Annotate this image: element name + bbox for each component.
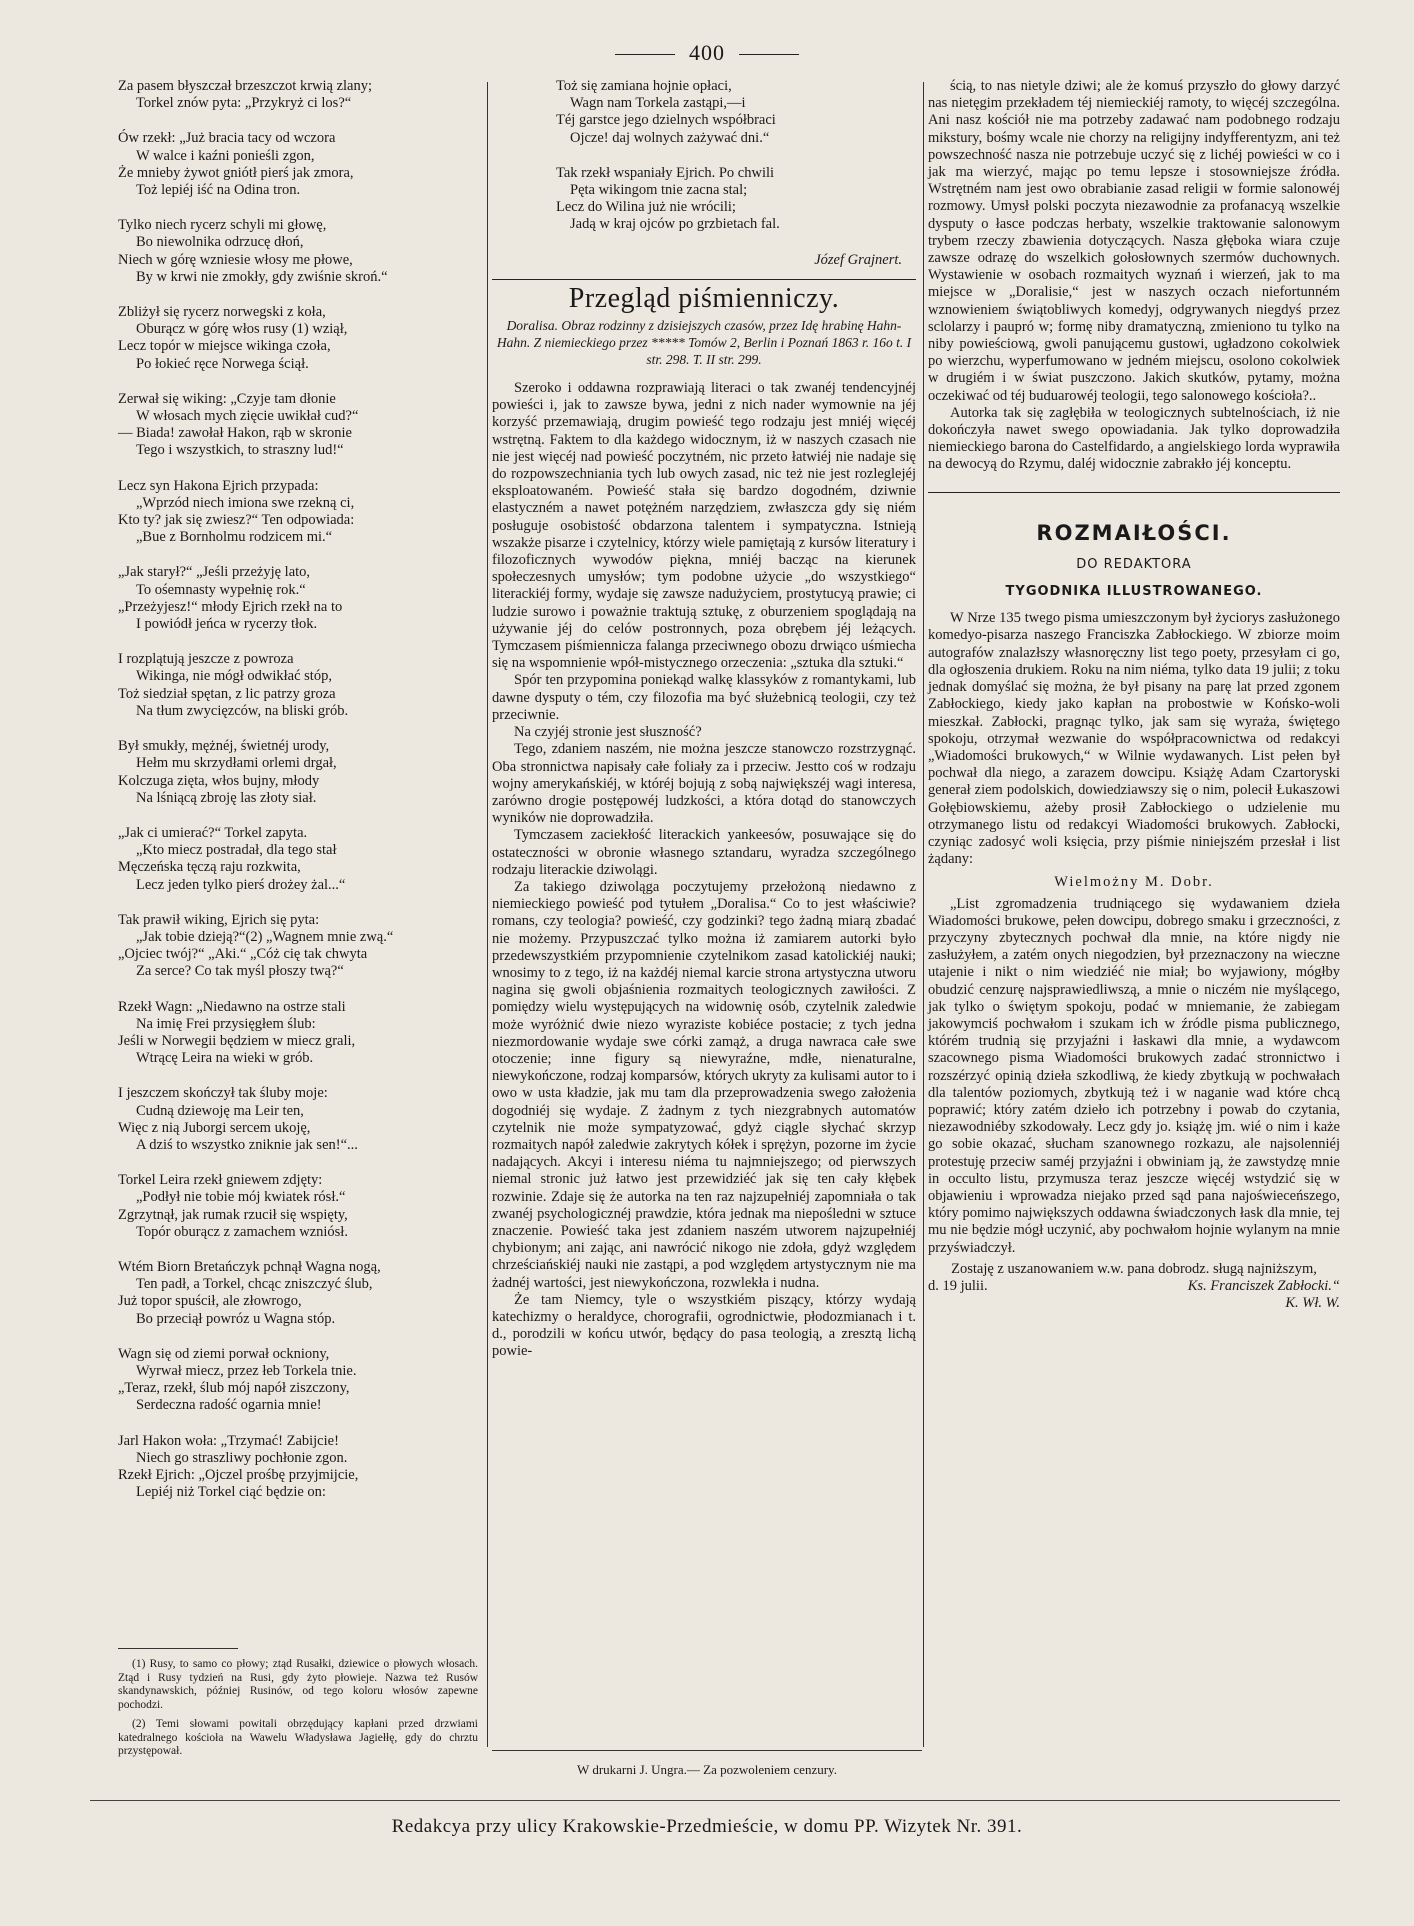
verse-line: Toż się zamiana hojnie opłaci, (556, 78, 732, 94)
page-number: 400 (0, 40, 1414, 66)
stanza (492, 165, 916, 234)
verse-line: Téj garstce jego dzielnych współbraci (556, 112, 776, 129)
verse-line: „Kto miecz postradał, dla tego stał (136, 842, 337, 859)
verse-line: Torkel znów pyta: „Przykryż ci los?“ (136, 95, 352, 112)
footer-address: Redakcya przy ulicy Krakowskie-Przedmieście, w domu PP. Wizytek Nr. 391. (391, 1816, 1023, 1837)
verse-line: Na imię Frei przysięgłem ślub: (136, 1015, 316, 1032)
stanza (118, 912, 478, 981)
column-divider-1 (487, 82, 488, 1747)
verse-line: Jadą w kraj ojców po grzbietach fal. (570, 216, 780, 233)
poem-column (118, 78, 478, 1519)
verse-line: Kolczuga zięta, włos bujny, młody (118, 772, 320, 789)
verse-line: Kto ty? jak się zwiesz?“ Ten odpowiada: (118, 512, 355, 529)
stanza (118, 478, 478, 547)
verse-line: Lecz jeden tylko pierś drożey żal...“ (136, 876, 346, 893)
paragraph: Szeroko i oddawna rozprawiają literaci o tak zwanéj tendencyjnéj powieści i, jak to zawsze bywa, jedni z nich nader wymownie na jéj korzyść przemawiają, drugim powieść tego rodzaju jest mniéj więcéj wstrętną. Faktem to dla każdego widocznym, iż w naszych czasach nie nie jest więcéj nad powieść poczytném, nic przeto łatwiéj nie nadaje się do rozpowszechniania tych lub owych zasad, nic też nie jest rozleglejéj eksploatowaném. Powieść stała się bardzo dogodném, dziwnie elastyczném a nawet potężném narzędziem, zwłaszcza gdy się niém posługuje osobistość obdarzona talentem i sympatyczna. Istnieją wszakże pisarze i czytelnicy, którzy wiele pamiętają z kursów literatury i filozoficznych wywodów piękna, mniéj bacząc na kierunek społeczesnych umysłów; tym podobne użycie „do wszystkiego“ literackiéj formy, wydaje się zawsze nadużyciem, prostytucyą prawie; ci ludzie surowo i poważnie traktują sztukę, z oburzeniem spoglądają na używanie jéj do celów postronnych, poza obrębem jéj leżących. Tymczasem piśmiennicza falanga przeciwnego obozu drwiąco uśmiecha się na wspomnienie wpół-mistycznego orzeczenia: „sztuka dla sztuki.“ (492, 380, 916, 672)
verse-line: „Przeżyjesz!“ młody Ejrich rzekł na to (118, 598, 343, 615)
verse-line: A dziś to wszystko zniknie jak sen!“... (136, 1136, 358, 1153)
section-rule-2 (928, 492, 1340, 493)
verse-line: W walce i kaźni ponieśli zgon, (136, 147, 315, 164)
verse-line: Jarl Hakon woła: „Trzymać! Zabijcie! (118, 1432, 339, 1449)
verse-line: Na tłum zwycięzców, na bliski grób. (136, 702, 349, 719)
poem-author: Józef Grajnert. (814, 251, 902, 268)
verse-line: I powiódł jeńca w rycerzy tłok. (136, 616, 318, 633)
verse-line: Był smukły, mężnéj, świetnéj urody, (118, 738, 330, 755)
verse-line: Bo przeciął powróz u Wagna stóp. (136, 1310, 336, 1327)
paragraph: ścią, to nas nietyle dziwi; ale że komuś przyszło do głowy darzyć nas nietęgim przekładem téj niemieckiéj ramoty, to więcéj szczególna. Ani nasz kościół nie ma potrzeby zadawać nam podobnego rodzaju mikstury, bośmy wcale nie chorzy na religijny indyfferentyzm, ani też powszechność nasza nie potrzebuje uczyć się z lichéj powieści w co i jak ma wierzyć, mając po temu lepsze i stosowniejsze źródła. Wstrętném nam jest owo obrabianie zasad religii w formie salonowéj rozmowy. Umysł polski poczyta niezawodnie za profanacyą wszelkie dysputy o łasce podczas herbaty, wszelkie traktowanie salonowym trybem rzeczy zbawienia dotyczących. Nasza głęboka wiara czuje zawsze odrazę do wszelkich gołosłownych szermów duchownych. Wystawienie w osobach rozmaitych wyznań i wierzeń, jak to ma miejsce w „Doralisie,“ jest w naszych oczach niefortunném wznowieniem świątobliwych komedyj, odgrywanych niegdyś przez sclolarzy i paupró w; formę niby dramatyczną, zmieniono tu tylko na niby powieściową, gwoli panującemu gustowi, ugładzono cokolwiek po wierzchu, wyperfumowano w jedném miejscu, osolono cokolwiek w drugiém i w świat puszczono. Jakich skutków, pytamy, można oczekiwać od téj buduarowéj teologii, tego salonowego kościoła?.. (928, 78, 1340, 404)
verse-line: Jeśli w Norwegii będziem w miecz grali, (118, 1032, 356, 1049)
paragraph: Na czyjéj stronie jest słuszność? (514, 724, 702, 741)
verse-line: Ten padł, a Torkel, chcąc zniszczyć ślub, (136, 1276, 373, 1293)
verse-line: „Teraz, rzekł, ślub mój napół ziszczony, (118, 1380, 350, 1397)
stanza (118, 1346, 478, 1415)
verse-line: Wikinga, nie mógł odwikłać stóp, (136, 668, 332, 685)
verse-line: Zerwał się wiking: „Czyje tam dłonie (118, 390, 336, 407)
addressee-line-2: TYGODNIKA ILLUSTROWANEGO. (1005, 584, 1263, 600)
stanza (118, 564, 478, 633)
verse-line: Lepiéj niż Torkel ciąć będzie on: (136, 1484, 326, 1501)
stanza (492, 78, 916, 147)
stanza (118, 1085, 478, 1154)
review-body (492, 380, 916, 1361)
verse-line: Wagn nam Torkela zastąpi,—i (570, 95, 746, 112)
column-divider-2 (923, 82, 924, 1747)
paragraph: Tego, zdaniem naszém, nie można jeszcze stanowczo rozstrzygnąć. Oba stronnictwa napisały całe foliały za i przeciw. Jestto coś w rodzaju wojny amerykańskiéj, w któréj bojują z sobą największéj wagi interesa, zarówno drogie postępowéj ludzkości, a która dotąd do stanowczych wyników nie doprowadziła. (492, 741, 916, 827)
stanza (118, 391, 478, 460)
verse-line: „Ojciec twój?“ „Aki.“ „Cóż cię tak chwyta (118, 946, 368, 963)
stanza (118, 999, 478, 1068)
verse-line: Wtrącę Leira na wieki w grób. (136, 1050, 314, 1067)
verse-line: Lecz do Wilina już nie wrócili; (556, 199, 736, 216)
verse-line: Ojcze! daj wolnych zażywać dni.“ (570, 129, 770, 146)
verse-line: Topór oburącz z zamachem wzniósł. (136, 1223, 348, 1240)
verse-line: Toż lepiéj iść na Odina tron. (136, 182, 301, 199)
verse-line: Ów rzekł: „Już bracia tacy od wczora (118, 130, 336, 147)
footnote-2: (2) Temi słowami powitali obrzędujący kapłani przed drzwiami katedralnego kościoła na Wawelu Władysława Jagiełłę, gdy do chrztu przystępował. (118, 1718, 478, 1757)
verse-line: Tego i wszystkich, to straszny lud!“ (136, 442, 344, 459)
right-column (928, 78, 1340, 1312)
stanza (118, 738, 478, 807)
verse-line: Tak prawił wiking, Ejrich się pyta: (118, 911, 320, 928)
paragraph: Spór ten przypomina poniekąd walkę klassyków z romantykami, lub dawne dysputy o tém, czy filozofia ma być służebnicą teologii, czy też przeciwnie. (492, 672, 916, 723)
verse-line: Torkel Leira rzekł gniewem zdjęty: (118, 1172, 323, 1189)
verse-line: Za pasem błyszczał brzeszczot krwią zlany; (118, 78, 373, 94)
verse-line: Niech go straszliwy pochłonie zgon. (136, 1449, 348, 1466)
stanza (118, 1433, 478, 1502)
letter-closing: Zostaję z uszanowaniem w.w. pana dobrodz. sługą najniższym, (951, 1260, 1317, 1277)
verse-line: „Wprzód niech imiona swe rzekną ci, (136, 494, 355, 511)
footnote-1: (1) Rusy, to samo co płowy; ztąd Rusałki, dziewice o płowych włosach. Ztąd i Rusy tydzień na Rusi, gdy żyto płowieje. Nazwa też Rusów skandynawskich, później Rusinów, od tego koloru włosów zapewne pochodzi. (118, 1658, 478, 1711)
verse-line: — Biada! zawołał Hakon, rąb w skronie (118, 425, 352, 442)
verse-line: Tak rzekł wspaniały Ejrich. Po chwili (556, 164, 775, 181)
verse-line: Wtém Biorn Bretańczyk pchnął Wagna nogą, (118, 1258, 381, 1275)
paragraph: Tymczasem zaciekłość literackich yankeesów, posuwające się do ostateczności w obronie własnego sztandaru, wyradza szczególnego rodzaju literackie dziwolągi. (492, 827, 916, 878)
review-column (492, 78, 916, 1361)
verse-line: Wagn się od ziemi porwał ockniony, (118, 1345, 330, 1362)
verse-line: Zgrzytnął, jak rumak rzucił się wspięty, (118, 1206, 348, 1223)
verse-line: Rzekł Ejrich: „Ojczel prośbę przyjmijcie, (118, 1467, 359, 1483)
verse-line: Rzekł Wagn: „Niedawno na ostrze stali (118, 998, 346, 1015)
verse-line: Pęta wikingom tnie zacna stal; (570, 182, 748, 199)
verse-line: I jeszczem skończył tak śluby moje: (118, 1085, 328, 1102)
letter-salutation: Wielmożny M. Dobr. (1054, 874, 1214, 891)
verse-line: Na lśniącą zbroję las złoty siał. (136, 789, 317, 806)
verse-line: Za serce? Co tak myśl płoszy twą?“ (136, 963, 344, 980)
paragraph: Autorka tak się zagłębiła w teologicznych subtelnościach, iż nie dokończyła nawet swego opowiadania. Jak tylko doprowadziła niemieckiego barona do Castelfidardo, a angielskiego lorda wyprawiła na dewocyą do Rzymu, daléj widocznie zabrakło jéj konceptu. (928, 404, 1340, 473)
poem-continuation (492, 78, 916, 234)
stanza (118, 304, 478, 373)
verse-line: „Jak ci umierać?“ Torkel zapyta. (118, 824, 308, 841)
verse-line: I rozplątują jeszcze z powroza (118, 651, 294, 668)
paragraph: Że tam Niemcy, tyle o wszystkiém piszący, którzy wydają katechizmy o heraldyce, chorografii, ogrodnictwie, płodozmianach i t. d., porodzili w końcu utwór, będący do pasa teologią, a zresztą lichą powie- (492, 1291, 916, 1360)
verse-line: „Bue z Bornholmu rodzicem mi.“ (136, 529, 333, 546)
review-conclusion (928, 78, 1340, 474)
verse-line: „Podłył nie tobie mój kwiatek rósł.“ (136, 1189, 346, 1206)
verse-line: Męczeńska tęczą raju rozkwita, (118, 859, 301, 876)
printer-note: W drukarni J. Ungra.— Za pozwoleniem cenzury. (577, 1762, 837, 1777)
review-title: Przegląd piśmienniczy. (568, 282, 840, 314)
printer-rule (492, 1750, 922, 1751)
stanza (118, 78, 478, 112)
verse-line: Serdeczna radość ogarnia mnie! (136, 1397, 322, 1414)
stanza (118, 1172, 478, 1241)
verse-line: To ośemnasty wypełnię rok.“ (136, 581, 306, 598)
verse-line: Zbliżył się rycerz norwegski z koła, (118, 304, 326, 321)
verse-line: Hełm mu skrzydłami orlemi drgał, (136, 755, 337, 772)
letter-date: d. 19 julii. (928, 1278, 988, 1294)
verse-line: Lecz syn Hakona Ejrich przypada: (118, 477, 319, 494)
verse-line: Toż siedział spętan, z lic patrzy groza (118, 685, 336, 702)
verse-line: Niech w górę wzniesie włosy me płowe, (118, 251, 353, 268)
section-rule (492, 279, 916, 280)
verse-line: Tylko niech rycerz schyli mi głowę, (118, 217, 327, 234)
verse-line: Że mnieby żywot gniótł pierś jak zmora, (118, 164, 354, 181)
footnotes (118, 1658, 478, 1765)
verse-line: Lecz topór w miejsce wikinga czoła, (118, 338, 331, 355)
paragraph: Za takiego dziwoląga poczytujemy przełożoną niedawno z niemieckiego powieść pod tytułem „Doralisa.“ Co to jest właściwie? romans, czy teologia? powieść, czy godzinki? tego żadną miarą zbadać nie możemy. Przypuszczać tylko można iż zamiarem autorki było przedewszystkiém przypomnienie czytelnikom zasad katolickiéj nauki; wnosimy to z tego, iż na każdéj niemal karcie strona artystyczna utworu nagina się gwoli objaśnienia rozmaitych teologicznych zawiłości. Z pomiędzy wielu występujących na widownię osób, czytelnik zaledwie może wyróżnić dwie niezo wyraziste kobiéce postacie; z tych jedna niezmordowanie wydaje swe córki zamąż, a druga nawraca całe swe otoczenie; inne figury są niewyraźne, mdłe, nienaturalne, niewykończone, rodzaj komparsów, których ukryty za kulisami autor to i owo w usta kładzie, jak mu tam dla przeprowadzenia swego założenia dogodniéj się wydaje. Z żadnym z tych niezgrabnych automatów czytelnik nie może sympatyzować, gdyż ciągle słychać skrzyp rozmaitych napół zaledwie zakrytych kółek i sprężyn, pozorne im życie nadających. Akcyi i interesu niéma tu najmniejszego; od pierwszych niemal stronic już łatwo jest przewidziéć jak się ten cały kłębek rozwinie. Zdaje się że autorka na ten raz najzupełniéj zapomniała o tak zwanéj psychologicznéj prawdzie, która jednak ma niepośledni w sztuce znaczenie. Powieść taka jest zdaniem naszém utworem najzupełniéj chybionym; ani zając, ani nawrócić nikogo nie zdoła, gdyż względem chrześciańskiéj nauki nie zastąpi, a pod względem artystycznym nie ma żadnéj wartości, jest niewykończona, rozwlekła i nudna. (492, 878, 916, 1291)
stanza (118, 651, 478, 720)
letter-signature: Ks. Franciszek Zabłocki.“ (1187, 1278, 1340, 1294)
verse-line: „Jak tobie dzieją?“(2) „Wagnem mnie zwą.“ (136, 928, 394, 945)
verse-line: Cudną dziewoję ma Leir ten, (136, 1102, 304, 1119)
addressee-line-1: DO REDAKTORA (1076, 556, 1192, 572)
verse-line: Oburącz w górę włos rusy (1) wziął, (136, 321, 348, 338)
stanza (118, 130, 478, 199)
misc-intro: W Nrze 135 twego pisma umieszczonym był życiorys zasłużonego komedyo-pisarza naszego Franciszka Zabłockiego. W zbiorze moim autografów znalazłszy własnoręczny list tego poety, przesyłam ci go, dla ogłoszenia drukiem. Roku na nim niéma, tylko data 19 julii; z toku jednak domyślać się można, że był pisany na parę lat przed zgonem Zabłockiego, kiedy jako kapłan na probostwie w Końsko-woli mieszkał. Zabłocki, pragnąc tylko, jak sam się wyraża, świętego spokoju, otrzymał wezwanie do współpracownictwa od redakcyi „Wiadomości brukowych,“ w Wilnie wydawanych. List pełen był pochwał dla niego, a zarazem dowcipu. Książę Adam Czartoryski generał ziem podolskich, dowiedziawszy się o nim, polecił Łukaszowi Gołębiowskiemu, ażeby prosił Zabłockiego o udzielenie mu otrzymanego listu od redakcyi Wiadomości brukowych. Zabłocki, czyniąc zadosyć woli księcia, przy piśmie niniejszém przesłał i list żądany: (928, 610, 1340, 868)
verse-line: Po łokieć ręce Norwega ściął. (136, 355, 309, 372)
misc-section-title: ROZMAIŁOŚCI. (1036, 520, 1232, 545)
verse-line: By w krwi nie zmokły, gdy zwiśnie skroń.“ (136, 268, 388, 285)
stanza (118, 825, 478, 894)
contributor-initials: K. Wł. W. (1285, 1295, 1340, 1312)
letter-body: „List zgromadzenia trudniącego się wydawaniem dzieła Wiadomości brukowe, pełen dowcipu, dobrego smaku i grzeczności, z przyczyny zbytecznych pochwał dla mnie, na które nigdy nie zasłużyłem, a zatém onych niegodzien, był przeznaczony na wieczne utajenie i nikt o nim wiedziéć nie miał; bo wyjawiony, mógłby obudzić cenzurę najsprawiedliwszą, a mnie o niczém nie myślącego, jak tylko o świętym spokoju, podać w mniemanie, że zabiegam jakowymciś pochwałom i szukam ich w źródle pisma publicznego, którém trudnią się przyjaźni i łaskawi dla mnie, a wydawcom szacownego pisma Wiadomości brukowych zadać stronnictwo i rozszérzyć opinią dzieła szkodliwą, że kiedy zbytkują w pochwałach dla talentów poziomych, zbytkują też i w naganie wad które chcą poprawić; który zatém dzieło ich potrzebny i powab do czytania, niezawodniéby szkodowały. Lecz gdy jo. książę jm. wié o nim i każe go sobie okazać, słucham szanownego rozkazu, ale najsolenniéj protestuję przeciw saméj przyjaźni i obwiniam ją, że zawstydzę mnie in occulto listu, przymusza teraz jeszcze więcéj wstydzić się w objawieniu i wprowadza niejako przed sąd pana najoświeceńszego, który pomimo największych oddawna świadczonych łask dla mnie, tej mu nie będzie mógł uczynić, aby pochwałom hojnie wylanym na mnie przyświadczył. (928, 895, 1340, 1256)
footer-rule (90, 1800, 1340, 1801)
verse-line: W włosach mych zięcie uwikłał cud?“ (136, 408, 359, 425)
verse-line: Wyrwał miecz, przez łeb Torkela tnie. (136, 1362, 357, 1379)
verse-line: Więc z nią Juborgi sercem ukoję, (118, 1119, 311, 1136)
footnote-rule (118, 1648, 238, 1649)
verse-line: „Jak starył?“ „Jeśli przeżyję lato, (118, 564, 311, 581)
stanza (118, 217, 478, 286)
review-bibliographic-header: Doralisa. Obraz rodzinny z dzisiejszych czasów, przez Idę hrabinę Hahn-Hahn. Z niemieckiego przez ***** Tomów 2, Berlin i Poznań 1863 r. 16o t. I str. 298. T. II str. 299. (496, 318, 912, 368)
verse-line: Już topor spuścił, ale złowrogo, (118, 1293, 302, 1310)
stanza (118, 1259, 478, 1328)
verse-line: Bo niewolnika odrzucę dłoń, (136, 234, 304, 251)
